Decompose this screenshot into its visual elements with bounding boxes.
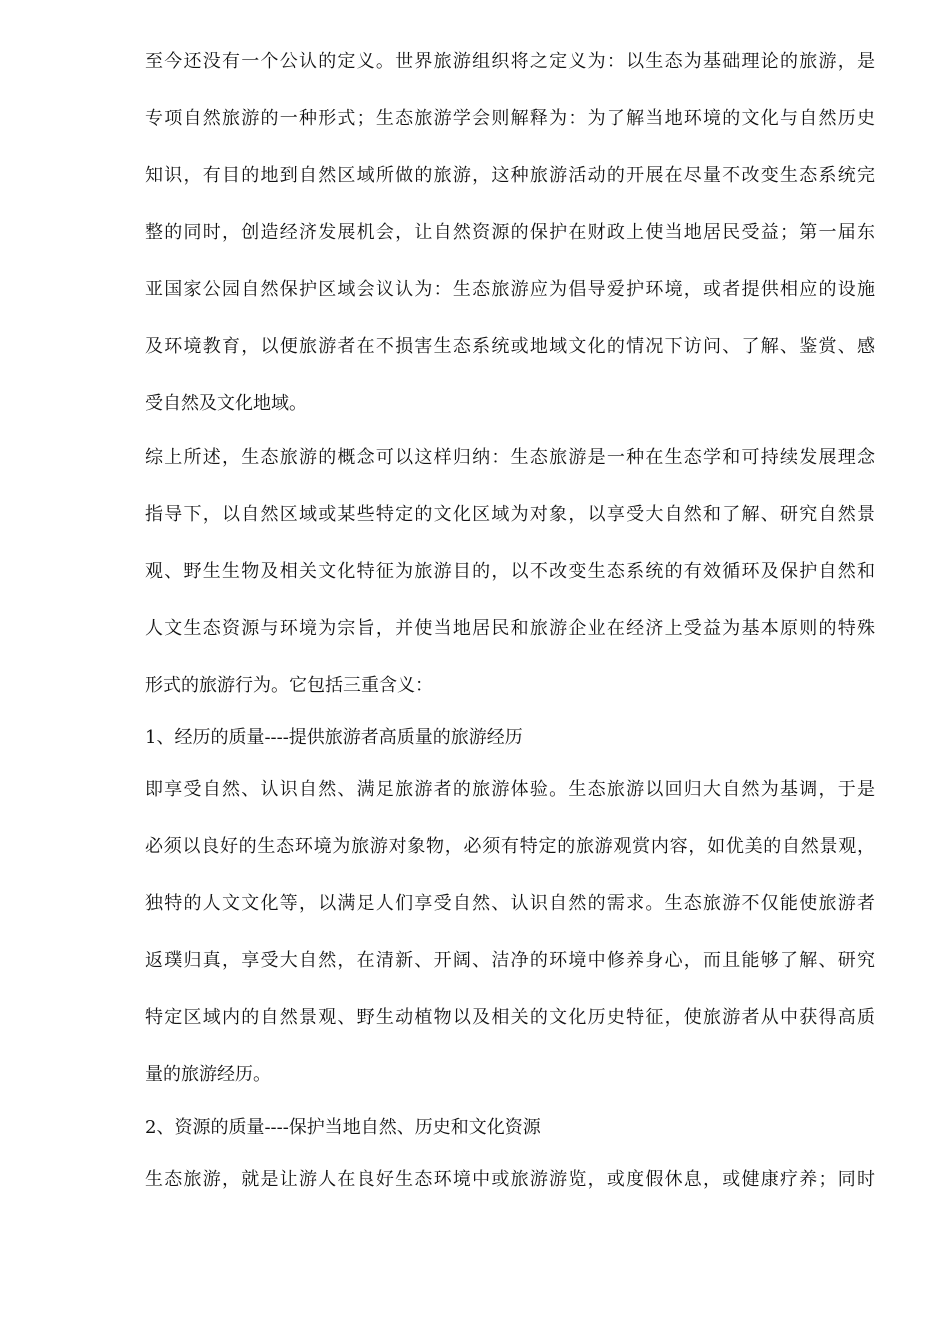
paragraph-line: 独特的人文文化等，以满足人们享受自然、认识自然的需求。生态旅游不仅能使旅游者 (145, 893, 875, 914)
section-heading-experience-quality (145, 726, 875, 750)
paragraph-line: 必须以良好的生态环境为旅游对象物，必须有特定的旅游观赏内容，如优美的自然景观， (145, 836, 875, 857)
paragraph-line: 特定区域内的自然景观、野生动植物以及相关的文化历史特征，使旅游者从中获得高质 (145, 1007, 875, 1028)
paragraph-definition (145, 50, 875, 416)
paragraph-line: 形式的旅游行为。它包括三重含义： (145, 675, 433, 696)
paragraph-line: 及环境教育，以便旅游者在不损害生态系统或地域文化的情况下访问、了解、鉴赏、感 (145, 336, 875, 357)
paragraph-line: 返璞归真，享受大自然，在清新、开阔、洁净的环境中修养身心，而且能够了解、研究 (145, 950, 875, 971)
heading-line: 2、资源的质量----保护当地自然、历史和文化资源 (145, 1117, 541, 1138)
paragraph-line: 整的同时，创造经济发展机会，让自然资源的保护在财政上使当地居民受益；第一届东 (145, 222, 875, 243)
paragraph-summary (145, 446, 875, 698)
heading-line: 1、经历的质量----提供旅游者高质量的旅游经历 (145, 727, 523, 748)
paragraph-line: 量的旅游经历。 (145, 1064, 271, 1085)
paragraph-experience (145, 778, 875, 1087)
paragraph-line: 亚国家公园自然保护区域会议认为：生态旅游应为倡导爱护环境，或者提供相应的设施 (145, 279, 875, 300)
paragraph-line: 综上所述，生态旅游的概念可以这样归纳：生态旅游是一种在生态学和可持续发展理念 (145, 447, 875, 468)
paragraph-line: 即享受自然、认识自然、满足旅游者的旅游体验。生态旅游以回归大自然为基调，于是 (145, 779, 875, 800)
section-heading-resource-quality (145, 1116, 875, 1140)
paragraph-line: 人文生态资源与环境为宗旨，并使当地居民和旅游企业在经济上受益为基本原则的特殊 (145, 618, 875, 639)
paragraph-line: 生态旅游，就是让游人在良好生态环境中或旅游游览，或度假休息，或健康疗养；同时 (145, 1169, 875, 1190)
paragraph-line: 至今还没有一个公认的定义。世界旅游组织将之定义为：以生态为基础理论的旅游，是 (145, 51, 875, 72)
paragraph-line: 专项自然旅游的一种形式；生态旅游学会则解释为：为了解当地环境的文化与自然历史 (145, 108, 875, 129)
paragraph-resource (145, 1168, 875, 1192)
paragraph-line: 观、野生生物及相关文化特征为旅游目的，以不改变生态系统的有效循环及保护自然和 (145, 561, 875, 582)
paragraph-line: 指导下，以自然区域或某些特定的文化区域为对象，以享受大自然和了解、研究自然景 (145, 504, 875, 525)
paragraph-line: 受自然及文化地域。 (145, 393, 307, 414)
paragraph-line: 知识，有目的地到自然区域所做的旅游，这种旅游活动的开展在尽量不改变生态系统完 (145, 165, 875, 186)
